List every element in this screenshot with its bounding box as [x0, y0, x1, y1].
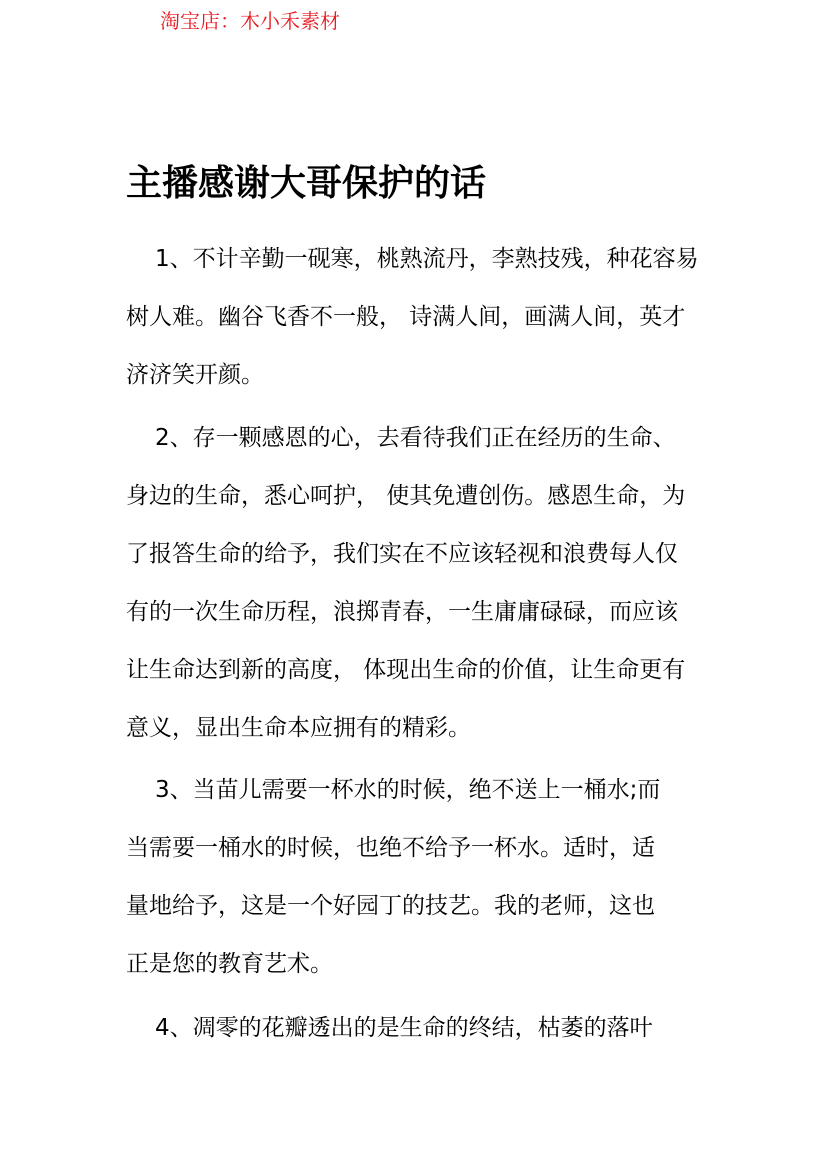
text-line: 正是您的教育艺术。 — [126, 951, 333, 977]
text-line: 量地给予，这是一个好园丁的技艺。我的老师，这也 — [126, 893, 655, 919]
text-line: 1、不计辛勤一砚寒，桃熟流丹，李熟技残，种花容易 — [155, 246, 699, 272]
text-line: 3、当苗儿需要一杯水的时候，绝不送上一桶水;而 — [155, 777, 661, 803]
text-line: 2、存一颗感恩的心，去看待我们正在经历的生命、 — [155, 425, 676, 451]
text-line: 了报答生命的给予，我们实在不应该轻视和浪费每人仅 — [126, 541, 678, 567]
text-line: 4、凋零的花瓣透出的是生命的终结，枯萎的落叶 — [155, 1015, 653, 1041]
text-line: 让生命达到新的高度， 体现出生命的价值，让生命更有 — [126, 657, 686, 683]
text-line: 济济笑开颜。 — [126, 362, 264, 388]
text-line: 身边的生命，悉心呵护， 使其免遭创伤。感恩生命，为 — [126, 483, 686, 509]
document-title: 主播感谢大哥保护的话 — [126, 163, 487, 204]
text-line: 有的一次生命历程，浪掷青春，一生庸庸碌碌，而应该 — [126, 599, 678, 625]
shop-header: 淘宝店：木小禾素材 — [160, 9, 340, 33]
text-line: 当需要一桶水的时候，也绝不给予一杯水。适时，适 — [126, 835, 655, 861]
text-line: 意义，显出生命本应拥有的精彩。 — [126, 715, 471, 741]
text-line: 树人难。幽谷飞香不一般， 诗满人间，画满人间，英才 — [126, 304, 686, 330]
